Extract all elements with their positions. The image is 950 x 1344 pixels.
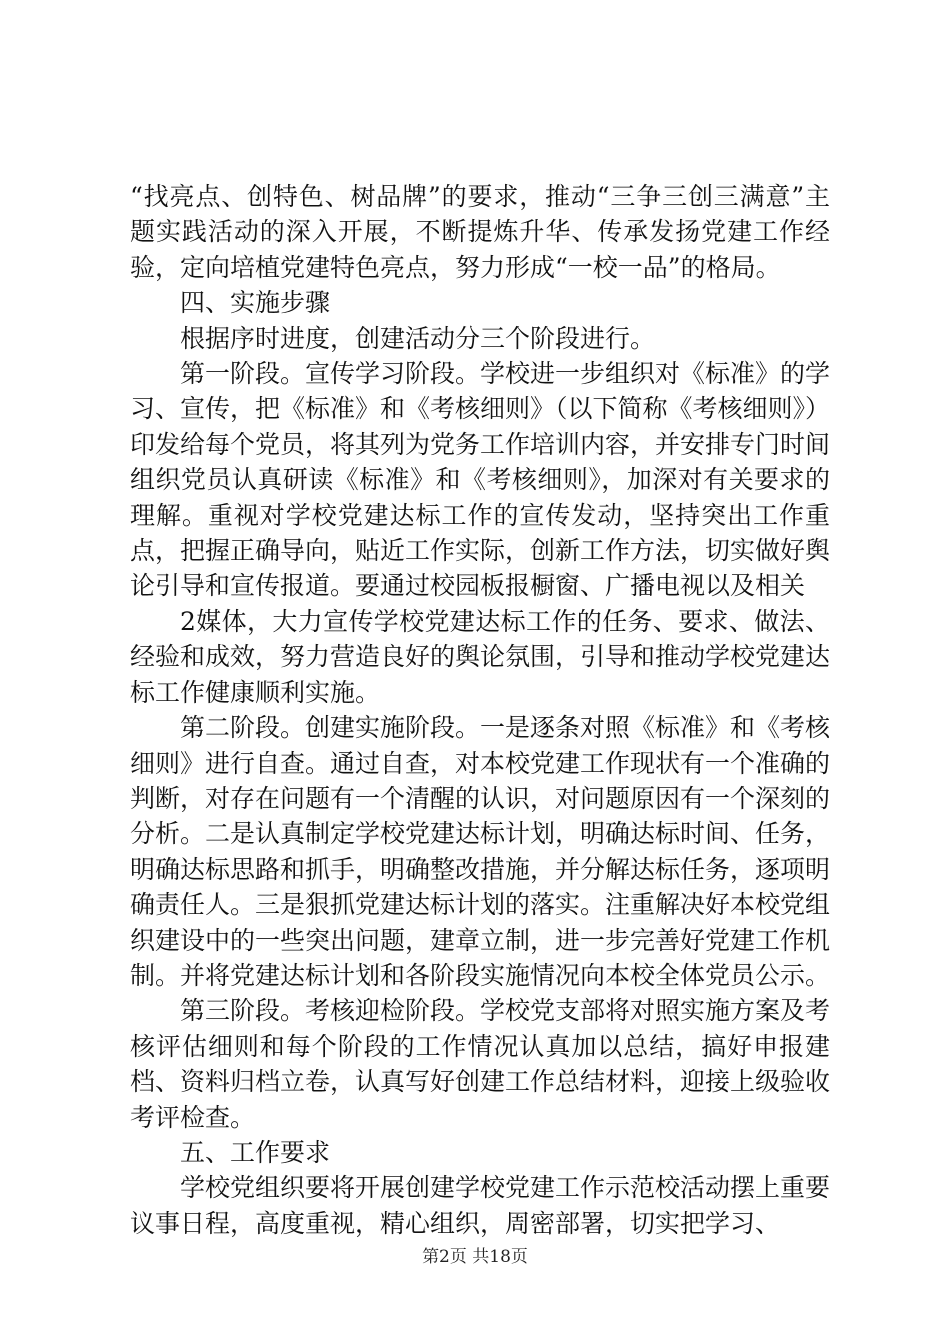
page-footer: 第2页 共18页 — [422, 1247, 528, 1267]
paragraph-1: “找亮点、创特色、树品牌”的要求，推动“三争三创三满意”主题实践活动的深入开展，不断提炼升华、传承发扬党建工作经验，定向培植党建特色亮点，努力形成“一校一品”的格局。 — [130, 182, 830, 282]
paragraph-stage-three: 第三阶段。考核迎检阶段。学校党支部将对照实施方案及考核评估细则和每个阶段的工作情况认真加以总结，搞好申报建档、资料归档立卷，认真写好创建工作总结材料，迎接上级验收考评检查。 — [130, 996, 831, 1132]
paragraph-stage-one: 第一阶段。宣传学习阶段。学校进一步组织对《标准》的学习、宣传，把《标准》和《考核细则》（以下简称《考核细则》）印发给每个党员，将其列为党务工作培训内容，并安排专门时间组织党员认真研读《标准》和《考核细则》，加深对有关要求的理解。重视对学校党建达标工作的宣传发动，坚持突出工作重点，把握正确导向，贴近工作实际，创新工作方法，切实做好舆论引导和宣传报道。要通过校园板报橱窗、广播电视以及相关 — [130, 359, 831, 601]
paragraph-stage-two: 第二阶段。创建实施阶段。一是逐条对照《标准》和《考核细则》进行自查。通过自查，对本校党建工作现状有一个准确的判断，对存在问题有一个清醒的认识，对问题原因有一个深刻的分析。二是认真制定学校党建达标计划，明确达标时间、任务，明确达标思路和抓手，明确整改措施，并分解达标任务，逐项明确责任人。三是狠抓党建达标计划的落实。注重解决好本校党组织建设中的一些突出问题，建章立制，进一步完善好党建工作机制。并将党建达标计划和各阶段实施情况向本校全体党员公示。 — [130, 713, 831, 990]
paragraph-media: 2媒体，大力宣传学校党建达标工作的任务、要求、做法、经验和成效，努力营造良好的舆论氛围，引导和推动学校党建达标工作健康顺利实施。 — [130, 606, 831, 707]
document-body — [130, 179, 830, 1241]
paragraph-requirements: 学校党组织要将开展创建学校党建工作示范校活动摆上重要议事日程，高度重视，精心组织，周密部署，切实把学习、 — [130, 1173, 831, 1238]
paragraph-3: 根据序时进度，创建活动分三个阶段进行。 — [180, 323, 656, 353]
section-heading-work-requirements: 五、工作要求 — [180, 1137, 331, 1167]
section-heading-implementation-steps: 四、实施步骤 — [180, 288, 331, 318]
